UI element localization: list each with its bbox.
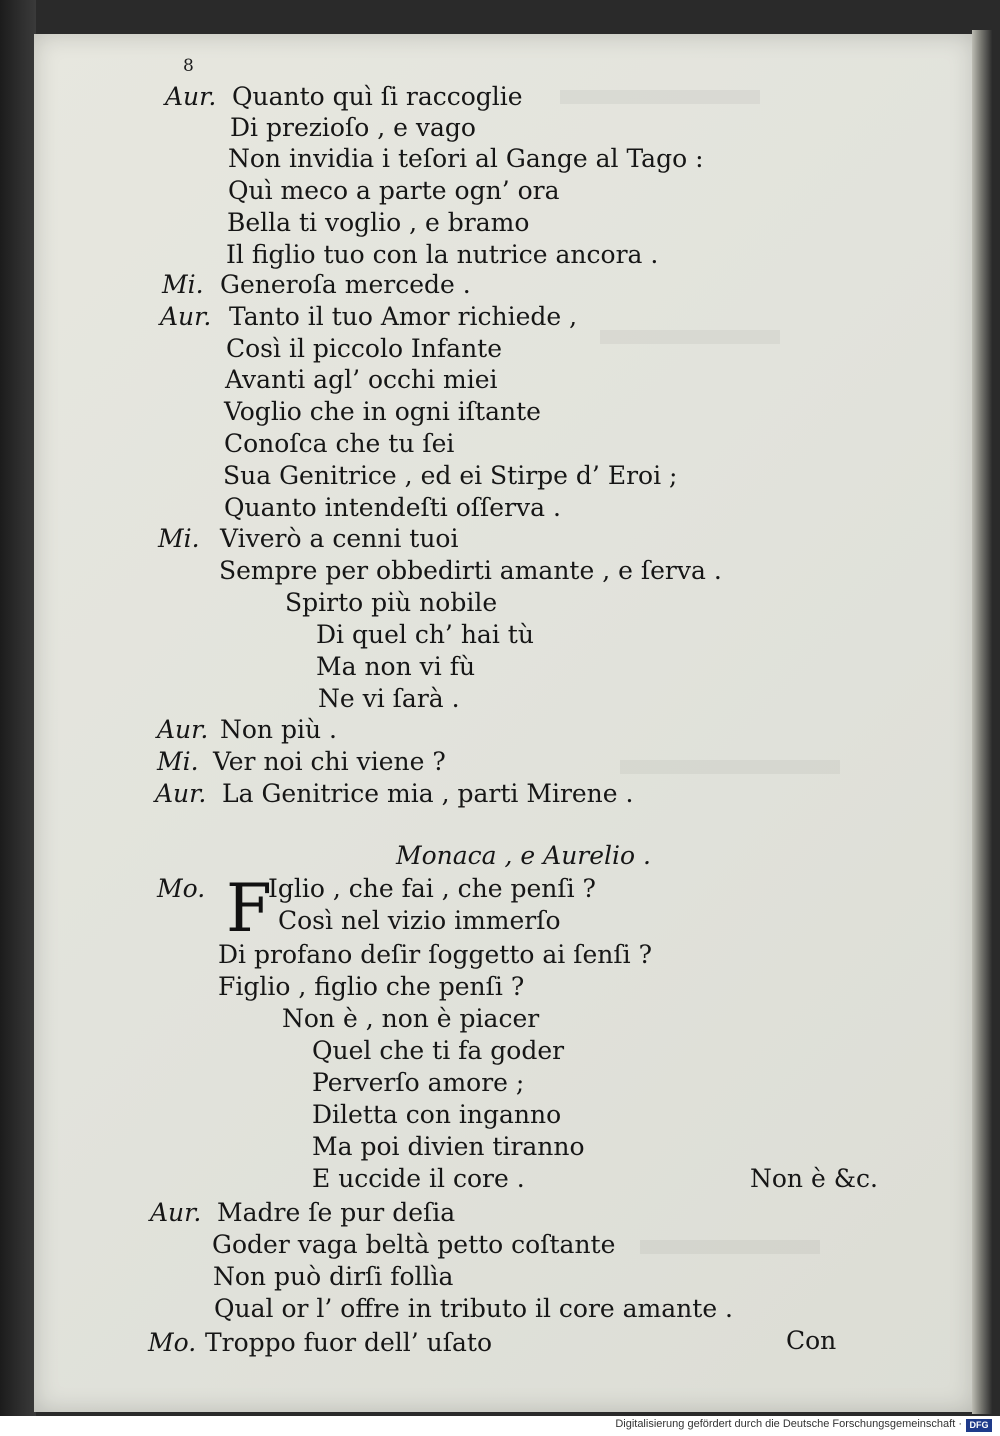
- verse-line: Ma poi divien tiranno: [312, 1132, 585, 1161]
- verse-line: Conoſca che tu ſei: [224, 429, 455, 458]
- speaker-label: Aur.: [150, 1198, 202, 1227]
- verse-line: Ver noi chi viene ?: [213, 747, 446, 776]
- verse-line: E uccide il core .: [312, 1164, 525, 1193]
- verse-line: Sempre per obbedirti amante , e ſerva .: [219, 556, 722, 585]
- verse-line: Spirto più nobile: [285, 588, 498, 617]
- page-edge: [972, 30, 992, 1414]
- speaker-label: Aur.: [155, 779, 207, 808]
- speaker-label: Mi.: [162, 270, 204, 299]
- show-through-texture: [640, 1240, 820, 1254]
- verse-line: Avanti agl’ occhi miei: [225, 365, 498, 394]
- verse-line: Generoſa mercede .: [220, 270, 471, 299]
- verse-line: Il figlio tuo con la nutrice ancora .: [226, 240, 659, 269]
- speaker-label: Mo.: [148, 1328, 197, 1357]
- verse-line: Ne vi ſarà .: [318, 684, 460, 713]
- page-number: 8: [183, 56, 194, 76]
- verse-line: Quel che ti fa goder: [312, 1036, 565, 1065]
- show-through-texture: [620, 760, 840, 774]
- speaker-label: Aur.: [157, 715, 209, 744]
- verse-line: Ma non vi fù: [316, 652, 476, 681]
- verse-line: Figlio , figlio che penſi ?: [218, 972, 525, 1001]
- speaker-label: Mi.: [158, 524, 200, 553]
- verse-line: Non può dirſi follìa: [213, 1262, 454, 1291]
- verse-line: Viverò a cenni tuoi: [220, 524, 459, 553]
- verse-line: Goder vaga beltà petto coſtante: [212, 1230, 616, 1259]
- verse-line: Perverſo amore ;: [312, 1068, 525, 1097]
- verse-line: Diletta con inganno: [312, 1100, 562, 1129]
- speaker-label: Aur.: [160, 302, 212, 331]
- verse-line: Madre ſe pur deſia: [217, 1198, 456, 1227]
- verse-line: Non è , non è piacer: [282, 1004, 540, 1033]
- verse-line: Iglio , che fai , che penſi ?: [268, 874, 596, 903]
- verse-line: Sua Genitrice , ed ei Stirpe d’ Eroi ;: [223, 461, 678, 490]
- verse-line: Qual or l’ offre in tributo il core amante .: [214, 1294, 734, 1323]
- dfg-logo: DFG: [966, 1419, 992, 1432]
- speaker-label: Aur.: [165, 82, 217, 111]
- verse-line: Di profano deſir ſoggetto ai ſenſi ?: [218, 940, 652, 969]
- speaker-label: Mi.: [157, 747, 199, 776]
- verse-line: Tanto il tuo Amor richiede ,: [229, 302, 578, 331]
- verse-line: Di quel ch’ hai tù: [316, 620, 534, 649]
- verse-line: Non più .: [220, 715, 337, 744]
- book-binding: [0, 0, 36, 1436]
- verse-line: Quanto quì ſi raccoglie: [232, 82, 523, 111]
- verse-line: Di prezioſo , e vago: [230, 113, 476, 142]
- verse-line: Quanto intendeſti oſſerva .: [224, 493, 561, 522]
- verse-line: Non invidia i teſori al Gange al Tago :: [228, 144, 704, 173]
- show-through-texture: [600, 330, 780, 344]
- footer-credit: Digitalisierung gefördert durch die Deutsche Forschungsgemeinschaft ·: [615, 1418, 962, 1430]
- verse-line: La Genitrice mia , parti Mirene .: [222, 779, 634, 808]
- verse-line: Così il piccolo Infante: [226, 334, 503, 363]
- verse-line: Voglio che in ogni iſtante: [224, 397, 541, 426]
- scene-heading: Monaca , e Aurelio .: [396, 841, 651, 870]
- verse-line: Troppo fuor dell’ uſato: [205, 1328, 493, 1357]
- show-through-texture: [560, 90, 760, 104]
- margin-note: Non è &c.: [750, 1164, 878, 1193]
- verse-line: Bella ti voglio , e bramo: [227, 208, 530, 237]
- verse-line: Quì meco a parte ogn’ ora: [228, 176, 560, 205]
- verse-line: Così nel vizio immerſo: [278, 906, 561, 935]
- digitization-footer: [0, 1416, 1000, 1436]
- catchword: Con: [786, 1326, 837, 1355]
- speaker-label: Mo.: [157, 874, 206, 903]
- drop-cap: F: [226, 870, 272, 947]
